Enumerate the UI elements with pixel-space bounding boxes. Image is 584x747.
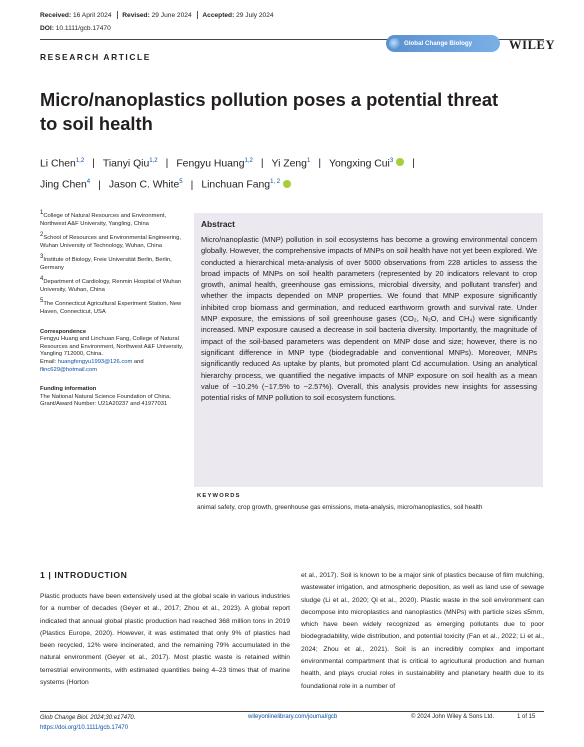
- publisher-logo[interactable]: WILEY: [509, 38, 556, 52]
- affiliation-text: Department of Cardiology, Renmin Hospital of Wuhan University, Wuhan, China: [40, 279, 182, 293]
- funding-heading: Funding information: [40, 386, 97, 393]
- article-title: Micro/nanoplastics pollution poses a potential threat to soil health: [40, 89, 499, 134]
- doi-label: DOI:: [40, 25, 54, 32]
- affiliation-number: 5: [40, 298, 44, 305]
- author-affiliation-sup: 1,2: [244, 158, 253, 164]
- keywords-text: animal safety, crop growth, greenhouse gas emissions, meta-analysis, micro/nanoplastics, soil health: [197, 504, 483, 511]
- affiliation-item: [40, 254, 192, 272]
- affiliation-number: 4: [40, 276, 44, 283]
- accepted-date: 29 July 2024: [236, 11, 274, 19]
- keywords-heading: KEYWORDS: [197, 493, 241, 499]
- page-number: 1 of 15: [517, 714, 536, 720]
- author-name[interactable]: Tianyi Qiu: [102, 158, 150, 170]
- affiliation-number: 3: [40, 254, 44, 261]
- journal-name: Global Change Biology: [404, 40, 473, 47]
- author-affiliation-sup: 5: [179, 179, 183, 186]
- doi-value[interactable]: 10.1111/gcb.17470: [55, 25, 111, 32]
- email-link[interactable]: flinc629@hotmail.com: [40, 366, 98, 373]
- date-divider: [197, 11, 198, 19]
- author-separator: |: [412, 158, 415, 170]
- intro-column-1: Plastic products have been extensively used at the global scale in various industries for a number of decades (Geyer et al., 2017; Zhou et al., 2023). A global report indicated that annual global plastic production had reached 368 million tons in 2019 (Plastics Europe, 2020). However, it was estimated that only 9% of plastics had been recycled, 12% were incinerated, and the remaining 79% accumulated in the natural environment (Geyer et al., 2017). Most plastic waste is retained within terrestrial environments, with estimated quantities being 4–23 times that of marine systems (Horton: [40, 593, 290, 687]
- received-label: Received:: [40, 11, 72, 19]
- abstract-heading: Abstract: [201, 219, 235, 229]
- doi-url-link[interactable]: https://doi.org/10.1111/gcb.17470: [40, 724, 129, 731]
- accepted-label: Accepted:: [202, 11, 235, 19]
- affiliation-item: [40, 232, 192, 250]
- affiliation-item: [40, 210, 192, 228]
- author-name[interactable]: Fengyu Huang: [176, 158, 245, 170]
- correspondence-text: Fengyu Huang and Linchuan Fang, College of Natural Resources and Environment, Northwest A&F University, Yangling 712000, China.: [40, 336, 184, 358]
- funding-text: The National Natural Science Foundation of China, Grant/Award Number: U21A20237 and 41977031: [40, 393, 171, 408]
- correspondence-heading: Correspondence: [40, 328, 87, 335]
- journal-badge[interactable]: [386, 35, 500, 52]
- journal-site-link[interactable]: wileyonlinelibrary.com/journal/gcb: [248, 714, 338, 720]
- author-list: [40, 152, 540, 195]
- author-affiliation-sup: 1: [306, 158, 311, 164]
- author-separator: |: [190, 179, 194, 191]
- affiliation-text: Institute of Biology, Freie Universität Berlin, Berlin, Germany: [40, 257, 172, 271]
- intro-column-2: et al., 2017). Soil is known to be a major sink of plastics because of film mulching, wastewater irrigation, and atmospheric deposition, as well as land use of sewage sludge (Li et al., 2020; Qi et al., 2020). Plastic waste in the soil environment can decompose into microplastics and nanoplastics (MNPs) with particle sizes ≤5mm, which have been widely recognized as emerging pollutants due to poor biodegradability, wide distribution, and potential toxicity (Fan et al., 2022; Li et al., 2024; Zhou et al., 2021). Soil is an incredibly complex and important environmental compartment that is critical to agricultural production and human health, and plays crucial roles in sustainability and planetary health due to its foundational role in a number of: [301, 572, 544, 690]
- author-name[interactable]: Yi Zeng: [271, 158, 307, 170]
- citation-text: Glob Change Biol. 2024;30:e17470.: [40, 715, 136, 721]
- copyright: © 2024 John Wiley & Sons Ltd.: [411, 714, 495, 720]
- author-name[interactable]: Linchuan Fang: [201, 179, 271, 191]
- author-affiliation-sup: 3: [389, 158, 394, 164]
- doi-line: [40, 25, 111, 32]
- author-name[interactable]: Jason C. White: [108, 179, 180, 191]
- section-heading-introduction: 1 | INTRODUCTION: [40, 570, 128, 580]
- author-separator: |: [318, 158, 322, 170]
- abstract-text: Micro/nanoplastic (MNP) pollution in soil ecosystems has become a growing environmental concern globally. However, the comprehensive impacts of MNPs on soil health have not yet been explored. We conducted a hierarchical meta-analysis of over 5000 observations from 228 articles to assess the broad impacts of MNPs on soil health parameters (represented by 20 indicators relevant to crop growth, animal health, greenhouse gas emissions, microbial diversity, and pollutant transfer) and whether the impacts depended on MNP properties. We found that MNP exposure significantly inhibited crop biomass and germination, and reduced earthworm growth and survival rate. Under MNP exposure, the emissions of soil greenhouse gases (CO₂, N₂O, and CH₄) were significantly increased. MNP exposure caused a decrease in soil bacteria diversity. Importantly, the magnitude of impact of the soil-based parameters was dependent on MNP dose and size; however, there is no significant difference in MNP type (biodegradable and conventional MNPs). Moreover, MNPs significantly reduced As uptake by plants, but promoted plant Cd accumulation. Using an analytical hierarchy process, we quantified the negative impacts of MNP exposure on soil health as a mean value of −10.2% (−17.5% to −2.57%). Overall, this analysis provides new insights for assessing potential risks of MNP pollution to soil ecosystem functions.: [201, 235, 537, 403]
- affiliation-text: College of Natural Resources and Environment, Northwest A&F University, Yangling, China: [40, 212, 167, 227]
- globe-icon: [389, 38, 401, 50]
- author-separator: |: [92, 158, 95, 170]
- affiliation-number: 1: [40, 210, 44, 216]
- revised-date: 29 June 2024: [151, 11, 192, 19]
- email-link[interactable]: huangfengyu1993@126.com: [57, 358, 133, 365]
- affiliation-text: The Connecticut Agricultural Experiment Station, New Haven, Connecticut, USA: [40, 301, 182, 315]
- affiliation-number: 2: [40, 232, 44, 239]
- author-separator: |: [165, 158, 169, 170]
- author-affiliation-sup: 1,2: [149, 158, 158, 164]
- author-name[interactable]: Yongxing Cui: [329, 158, 390, 170]
- author-name[interactable]: Li Chen: [40, 158, 76, 170]
- affiliation-text: School of Resources and Environmental Engineering, Wuhan University of Technology, Wuhan, China: [40, 235, 181, 249]
- revised-label: Revised:: [122, 11, 150, 19]
- affiliation-list: [40, 210, 192, 317]
- footer-rule: [40, 711, 544, 712]
- dates-line: [40, 11, 274, 19]
- footer-citation: [40, 714, 135, 733]
- orcid-icon[interactable]: [283, 180, 291, 188]
- affiliation-item: [40, 298, 192, 316]
- left-column-info: [40, 210, 192, 409]
- author-affiliation-sup: 1,2: [75, 158, 85, 164]
- received-date: 16 April 2024: [73, 11, 112, 19]
- orcid-icon[interactable]: [396, 158, 404, 166]
- author-separator: |: [98, 179, 101, 191]
- correspondence-email: Email: huangfengyu1993@126.com and flinc629@hotmail.com: [40, 358, 144, 373]
- author-name[interactable]: Jing Chen: [40, 179, 87, 191]
- date-divider: [117, 11, 118, 19]
- author-affiliation-sup: 1, 2: [270, 179, 281, 186]
- article-type: RESEARCH ARTICLE: [40, 52, 151, 62]
- author-separator: |: [260, 158, 264, 170]
- affiliation-item: [40, 276, 192, 294]
- author-affiliation-sup: 4: [86, 179, 91, 186]
